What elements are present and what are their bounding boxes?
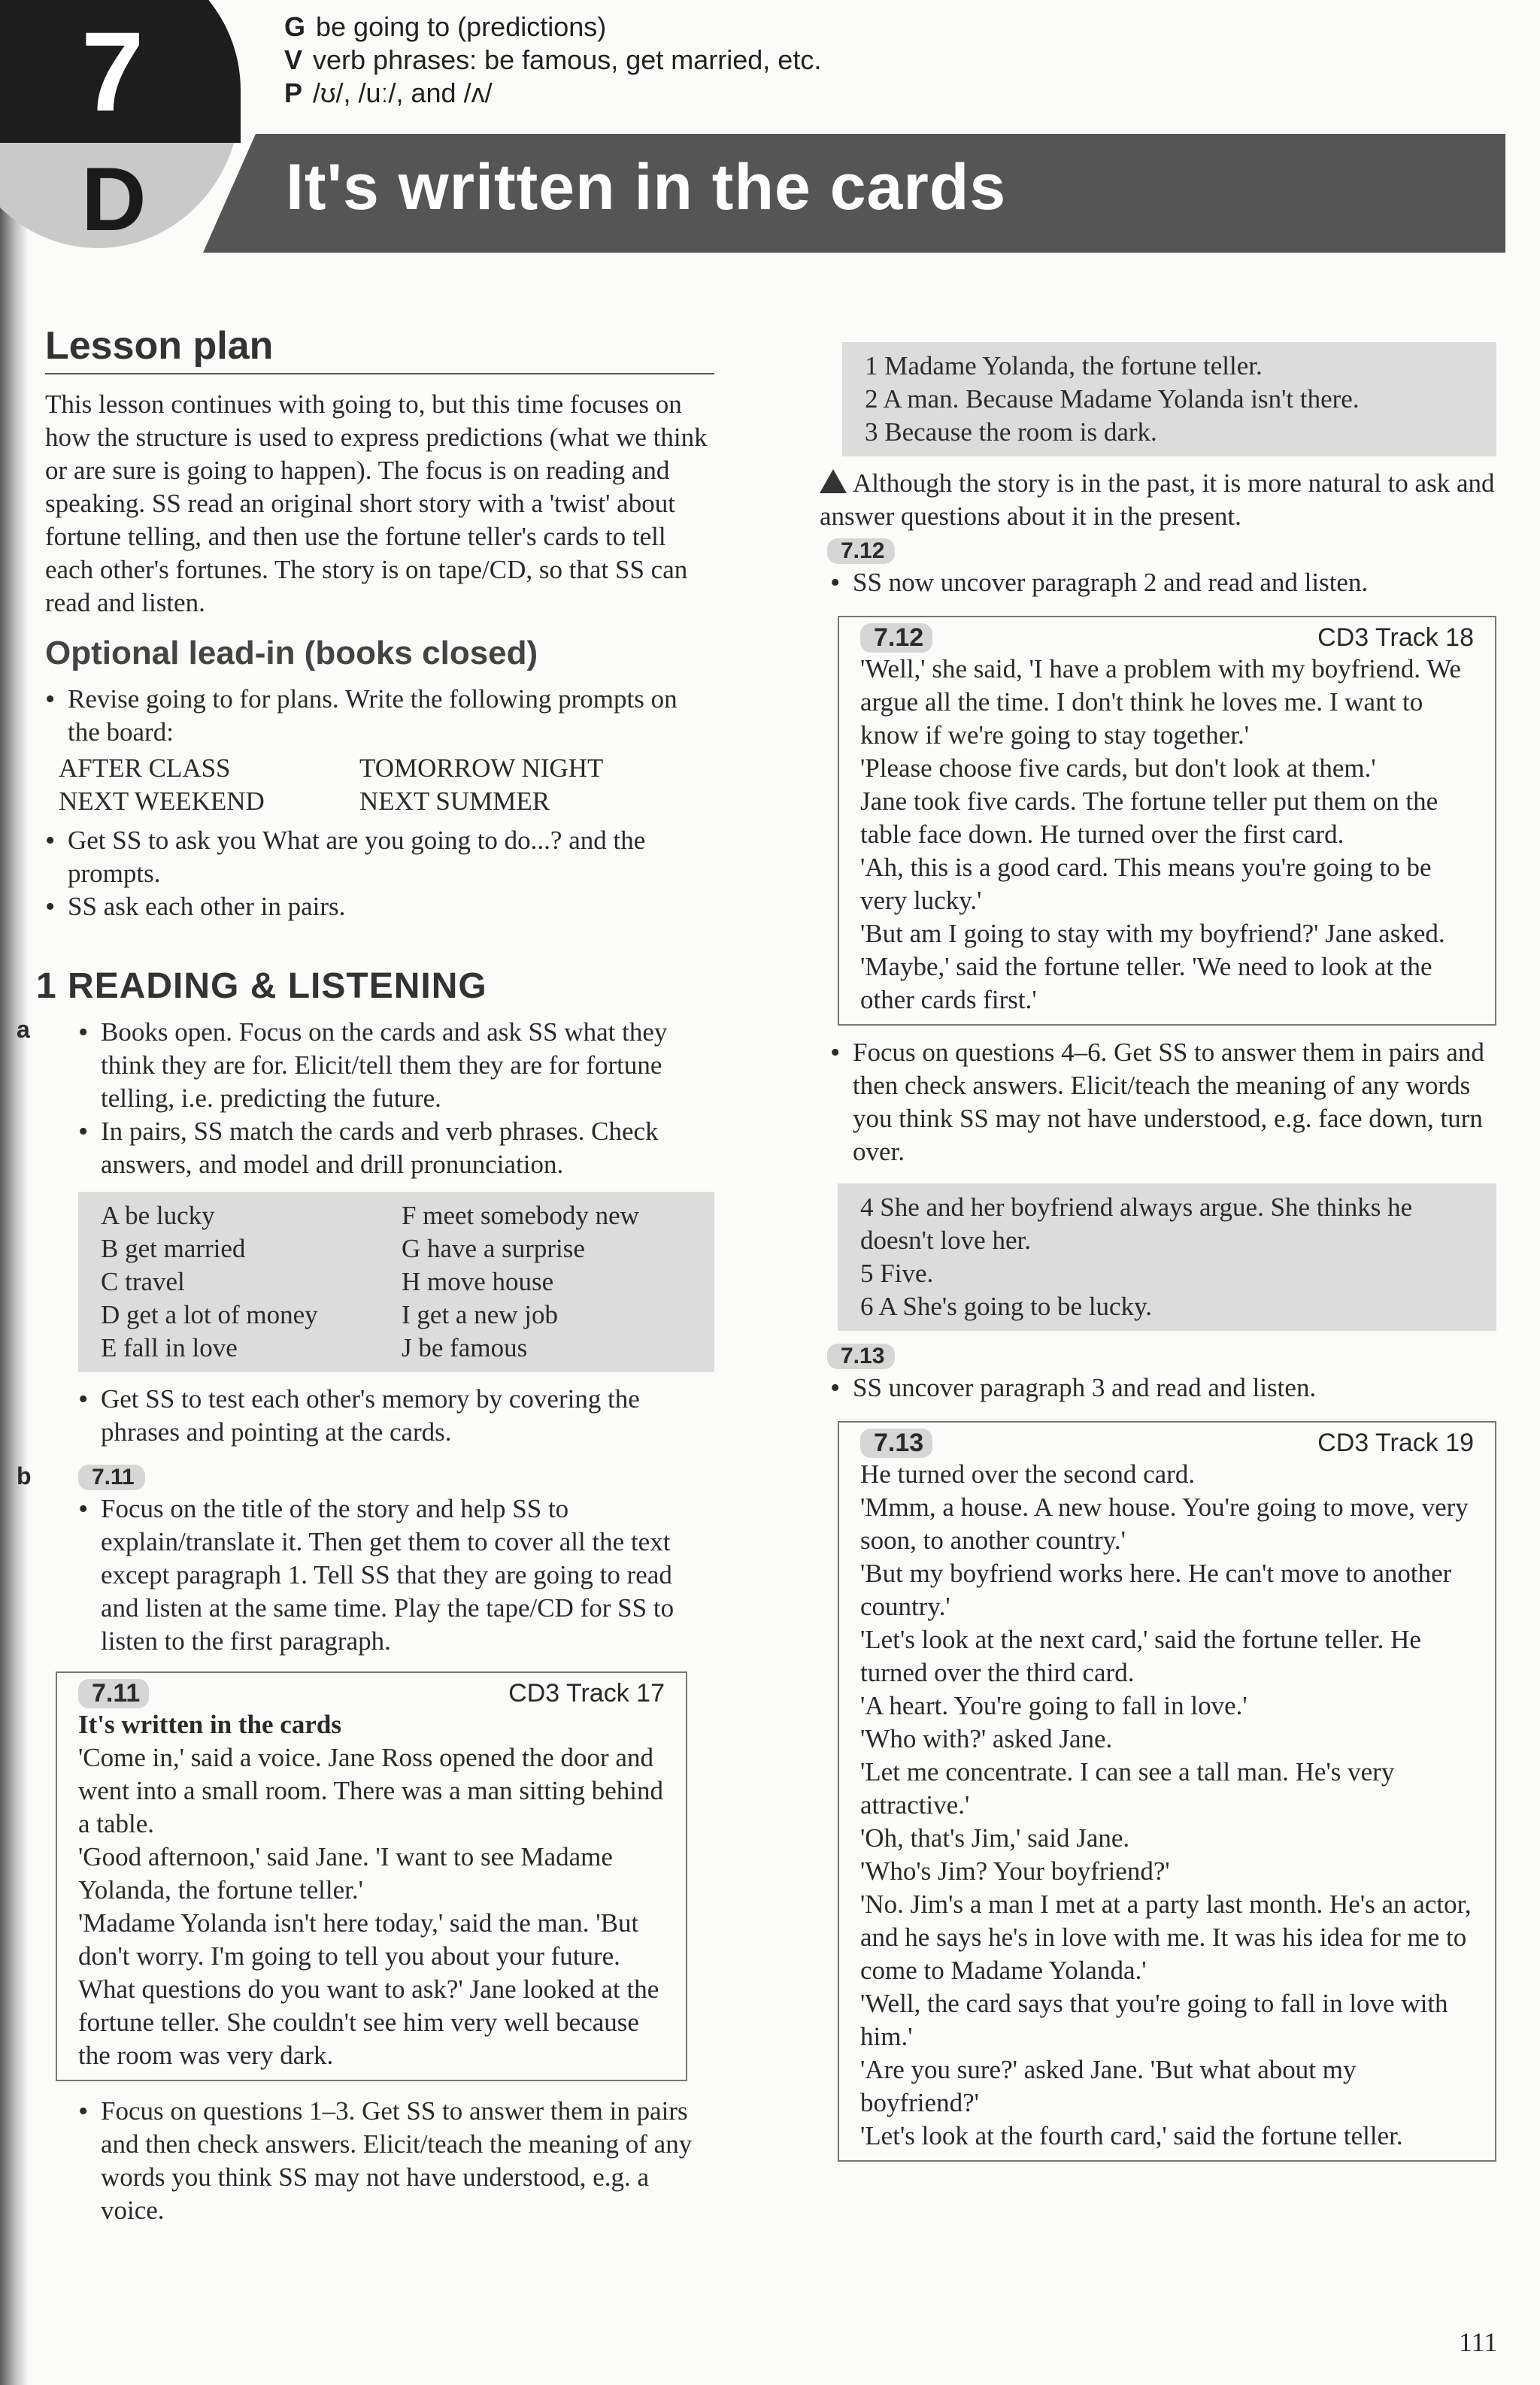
script-title: It's written in the cards bbox=[78, 1710, 341, 1739]
teacher-note bbox=[820, 467, 1496, 533]
exercise-label: b bbox=[17, 1462, 32, 1489]
answer-box bbox=[838, 1183, 1496, 1331]
match-item: I get a new job bbox=[402, 1300, 558, 1329]
script-header bbox=[860, 623, 1474, 653]
match-item: C travel bbox=[101, 1267, 185, 1296]
audio-tag: 7.12 bbox=[827, 538, 895, 564]
lead-in-bullet: • Revise going to for plans. Write the following prompts on the board: bbox=[45, 683, 714, 749]
audio-script-box bbox=[56, 1671, 687, 2081]
audio-tag: 7.13 bbox=[827, 1344, 895, 1369]
match-item: J be famous bbox=[402, 1333, 528, 1362]
page-number: 111 bbox=[1459, 2327, 1498, 2357]
left-column bbox=[17, 323, 714, 2227]
script-line: 'No. Jim's a man I met at a party last month. He's an actor, and he says he's in love with me. It was his idea for me to come to Madame Yolanda.' bbox=[860, 1890, 1472, 1985]
lead-in-heading: Optional lead-in (books closed) bbox=[45, 635, 538, 671]
lesson-plan-text: This lesson continues with going to, but this time focuses on how the structure is used to express predictions (what we think or are sure is going to happen). The focus is on reading and speaking. SS read an original short story with a 'twist' about fortune telling, and then use the fortune teller's cards to tell each other's fortunes. The story is on tape/CD, so that SS can read and listen. bbox=[45, 389, 708, 617]
script-line: 'But am I going to stay with my boyfriend?' Jane asked. bbox=[860, 919, 1445, 948]
script-line: 'Who with?' asked Jane. bbox=[860, 1724, 1113, 1753]
match-item: B get married bbox=[101, 1234, 246, 1263]
instruction-bullet: • Focus on questions 4–6. Get SS to answer them in pairs and then check answers. Elicit/teach the meaning of any words you think SS may not have understood, e.g. face down, turn over. bbox=[830, 1036, 1496, 1168]
script-line: 'Madame Yolanda isn't here today,' said the man. 'But don't worry. I'm going to tell you about your future. What questions do you want to ask?' Jane looked at the fortune teller. She couldn't see him very well because the room was very dark. bbox=[78, 1908, 659, 2070]
script-line: He turned over the second card. bbox=[860, 1459, 1196, 1489]
instruction-bullet: • Focus on questions 1–3. Get SS to answer them in pairs and then check answers. Elicit/teach the meaning of any words you think SS may not have understood, e.g. a voice. bbox=[78, 2095, 714, 2227]
audio-tag: 7.11 bbox=[78, 1465, 145, 1490]
lesson-plan-heading: Lesson plan bbox=[45, 323, 714, 374]
script-line: 'Good afternoon,' said Jane. 'I want to see Madame Yolanda, the fortune teller.' bbox=[78, 1842, 613, 1905]
script-line: 'Who's Jim? Your boyfriend?' bbox=[860, 1856, 1170, 1886]
script-line: 'Mmm, a house. A new house. You're going to move, very soon, to another country.' bbox=[860, 1493, 1469, 1555]
binding-shadow bbox=[0, 0, 27, 2385]
instruction-bullet: • In pairs, SS match the cards and verb phrases. Check answers, and model and drill pronunciation. bbox=[78, 1115, 714, 1181]
unit-number: 7 bbox=[81, 8, 144, 135]
match-item: A be lucky bbox=[101, 1201, 215, 1230]
instruction-bullet: • Get SS to test each other's memory by covering the phrases and pointing at the cards. bbox=[78, 1383, 714, 1449]
track-number: CD3 Track 17 bbox=[508, 1679, 665, 1708]
instruction-bullet: • SS now uncover paragraph 2 and read and listen. bbox=[830, 566, 1496, 599]
script-line: 'Well, the card says that you're going to fall in love with him.' bbox=[860, 1989, 1448, 2051]
audio-script-box bbox=[838, 1421, 1496, 2162]
prompt: NEXT SUMMER bbox=[359, 786, 550, 816]
script-line: 'Let me concentrate. I can see a tall man. He's very attractive.' bbox=[860, 1757, 1395, 1820]
answer-line: 5 Five. bbox=[860, 1259, 934, 1288]
track-number: CD3 Track 19 bbox=[1317, 1429, 1474, 1457]
focus-vocabulary: V verb phrases: be famous, get married, etc. bbox=[284, 44, 822, 75]
prompt: NEXT WEEKEND bbox=[59, 786, 265, 816]
script-line: 'But my boyfriend works here. He can't move to another country.' bbox=[860, 1559, 1452, 1621]
script-number: 7.12 bbox=[860, 623, 932, 653]
right-column bbox=[820, 342, 1496, 2162]
lesson-focus bbox=[284, 11, 821, 110]
exercise-label: a bbox=[17, 1016, 30, 1043]
script-line: Jane took five cards. The fortune teller put them on the table face down. He turned over the first card. bbox=[860, 786, 1438, 849]
answer-line: 4 She and her boyfriend always argue. She thinks he doesn't love her. bbox=[860, 1192, 1413, 1255]
audio-script-box bbox=[838, 616, 1496, 1026]
answer-line: 1 Madame Yolanda, the fortune teller. bbox=[865, 351, 1263, 380]
exercise-b bbox=[17, 1459, 714, 2227]
script-header bbox=[78, 1679, 665, 1708]
note-text: Although the story is in the past, it is more natural to ask and answer questions about it in the present. bbox=[820, 468, 1495, 531]
lead-in-bullet: • Get SS to ask you What are you going to do...? and the prompts. bbox=[45, 824, 714, 890]
script-line: 'Please choose five cards, but don't look at them.' bbox=[860, 753, 1376, 783]
lesson-letter: D bbox=[81, 149, 147, 250]
answer-box bbox=[842, 342, 1496, 456]
warning-icon bbox=[820, 469, 847, 493]
section-heading: 1 READING & LISTENING bbox=[36, 966, 487, 1006]
instruction-bullet: • Focus on the title of the story and help SS to explain/translate it. Then get them to cover all the text except paragraph 1. Tell SS that they are going to read and listen at the same time. Play the tape/CD for SS to listen to the first paragraph. bbox=[78, 1493, 714, 1658]
match-item: E fall in love bbox=[101, 1333, 238, 1362]
script-line: 'Are you sure?' asked Jane. 'But what about my boyfriend?' bbox=[860, 2055, 1357, 2117]
script-line: 'A heart. You're going to fall in love.' bbox=[860, 1691, 1247, 1720]
script-line: 'Maybe,' said the fortune teller. 'We need to look at the other cards first.' bbox=[860, 952, 1432, 1014]
answer-box bbox=[78, 1192, 714, 1372]
script-line: 'Let's look at the fourth card,' said the fortune teller. bbox=[860, 2121, 1403, 2150]
script-line: 'Well,' she said, 'I have a problem with my boyfriend. We argue all the time. I don't think he loves me. I want to know if we're going to stay together.' bbox=[860, 654, 1461, 750]
match-item: D get a lot of money bbox=[101, 1300, 318, 1329]
answer-line: 6 A She's going to be lucky. bbox=[860, 1292, 1153, 1321]
script-number: 7.11 bbox=[78, 1679, 149, 1708]
focus-grammar: G be going to (predictions) bbox=[284, 11, 607, 42]
script-line: 'Oh, that's Jim,' said Jane. bbox=[860, 1823, 1130, 1853]
prompt: AFTER CLASS bbox=[59, 753, 231, 783]
instruction-bullet: • Books open. Focus on the cards and ask SS what they think they are for. Elicit/tell them they are for fortune telling, i.e. predicting the future. bbox=[78, 1016, 714, 1115]
script-line: 'Come in,' said a voice. Jane Ross opened the door and went into a small room. There was a man sitting behind a table. bbox=[78, 1743, 663, 1838]
track-number: CD3 Track 18 bbox=[1317, 623, 1474, 652]
answer-line: 2 A man. Because Madame Yolanda isn't there. bbox=[865, 384, 1360, 414]
prompt: TOMORROW NIGHT bbox=[359, 753, 604, 783]
match-item: F meet somebody new bbox=[402, 1201, 639, 1230]
match-item: G have a surprise bbox=[402, 1234, 585, 1263]
script-number: 7.13 bbox=[860, 1429, 932, 1458]
script-line: 'Let's look at the next card,' said the fortune teller. He turned over the third card. bbox=[860, 1625, 1421, 1687]
instruction-bullet: • SS uncover paragraph 3 and read and listen. bbox=[830, 1371, 1496, 1405]
lead-in-bullet: • SS ask each other in pairs. bbox=[45, 890, 714, 923]
focus-pronunciation: P /ʊ/, /uː/, and /ʌ/ bbox=[284, 77, 493, 108]
page-title: It's written in the cards bbox=[286, 151, 1007, 223]
answer-line: 3 Because the room is dark. bbox=[865, 417, 1157, 447]
lead-in-prompts bbox=[59, 752, 714, 818]
script-header bbox=[860, 1429, 1474, 1458]
script-line: 'Ah, this is a good card. This means you're going to be very lucky.' bbox=[860, 853, 1432, 915]
exercise-a bbox=[17, 1016, 714, 1449]
match-item: H move house bbox=[402, 1267, 554, 1296]
